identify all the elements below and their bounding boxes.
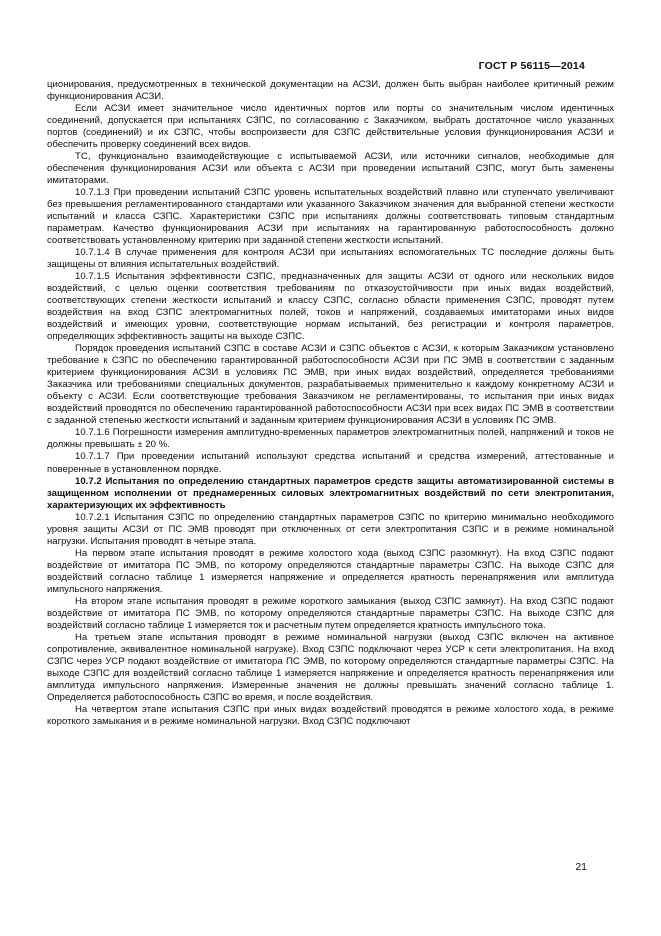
paragraph: 10.7.2.1 Испытания СЗПС по определению стандартных параметров СЗПС по критерию минимально необходимого уровня защиты АСЗИ от ПС ЭМВ проводят при отключенных от сети электропитания СЗПС и в режиме номинальной нагрузки. Испытания проводят в четыре этапа.	[47, 511, 614, 547]
paragraph: На третьем этапе испытания проводят в режиме номинальной нагрузки (выход СЗПС включен на активное сопротивление, эквивалентное номинальной нагрузке). Вход СЗПС подключают через УСР к сети электропитания. На вход СЗПС через УСР подают воздействие от имитатора ПС ЭМВ, по которому определяются стандартные параметры СЗПС. На выходе СЗПС для воздействий согласно таблице 1 измеряется напряжение и определяется кратность перенапряжения или амплитуда импульсного напряжения. Измеренные значения не должны превышать значений согласно таблице 1. Определяется работоспособность СЗПС во время, и после воздействия.	[47, 631, 614, 703]
paragraph: На втором этапе испытания проводят в режиме короткого замыкания (выход СЗПС замкнут). На вход СЗПС подают воздействие от имитатора ПС ЭМВ, по которому определяются стандартные параметры СЗПС. На выходе СЗПС для воздействий согласно таблице 1 измеряется ток и расчетным путем определяется кратность импульсного тока.	[47, 595, 614, 631]
paragraph: 10.7.1.4 В случае применения для контроля АСЗИ при испытаниях вспомогательных ТС последние должны быть защищены от влияния испытательных воздействий.	[47, 247, 614, 271]
paragraph: ционирования, предусмотренных в технической документации на АСЗИ, должен быть выбран наиболее критичный режим функционирования АСЗИ.	[47, 79, 614, 103]
paragraph: 10.7.1.5 Испытания эффективности СЗПС, предназначенных для защиты АСЗИ от одного или нескольких видов воздействий, с целью оценки соответствия требованиям по отказоустойчивости при иных видах воздействий, соответствующих степени жесткости испытаний и классу СЗПС, согласно области применения СЗПС, проводят путем воздействия на вход СЗПС электромагнитных полей, токов и напряжений, создаваемых имитаторами иных видов воздействий и имеющих уровни, соответствующие нормам испытаний, без регистрации и контроля параметров, определяющих эффективность защиты на выходе СЗПС.	[47, 271, 614, 343]
paragraph: ТС, функционально взаимодействующие с испытываемой АСЗИ, или источники сигналов, необходимые для обеспечения функционирования АСЗИ или объекта с АСЗИ при проведении испытаний СЗПС, могут быть заменены имитаторами.	[47, 151, 614, 187]
paragraph: Если АСЗИ имеет значительное число идентичных портов или порты со значительным числом идентичных соединений, допускается при испытаниях СЗПС, по согласованию с Заказчиком, выбрать достаточное число указанных портов (соединений) и их СЗПС, чтобы воспроизвести для СЗПС действительные условия функционирования АСЗИ и обеспечить проверку соединений всех видов.	[47, 103, 614, 151]
paragraph: Порядок проведения испытаний СЗПС в составе АСЗИ и СЗПС объектов с АСЗИ, к которым Заказчиком установлено требование к СЗПС по обеспечению гарантированной работоспособности АСЗИ при ПС ЭМВ в соответствии с заданным критерием функционирования АСЗИ в условиях ПС ЭМВ, при иных видах воздействий, определяется требованиями Заказчика или требованиями специальных документов, разрабатываемых применительно к каждому конкретному АСЗИ и объекту с АСЗИ. Если соответствующие требования Заказчиком не регламентированы, то испытания при иных видах воздействий проводятся по обеспечению гарантированной работоспособности АСЗИ при всех видах ПС ЭМВ в соответствии с заданной степенью жесткости испытаний и заданным критерием функционирования АСЗИ в условиях ПС ЭМВ.	[47, 343, 614, 427]
section-heading: 10.7.2 Испытания по определению стандартных параметров средств защиты автоматизированной системы в защищенном исполнении от преднамеренных силовых электромагнитных воздействий по сети электропитания, характеризующих их эффективность	[47, 475, 614, 511]
paragraph: 10.7.1.7 При проведении испытаний используют средства испытаний и средства измерений, аттестованные и поверенные в установленном порядке.	[47, 451, 614, 475]
paragraph: 10.7.1.6 Погрешности измерения амплитудно-временных параметров электромагнитных полей, напряжений и токов не должны превышать ± 20 %.	[47, 427, 614, 451]
paragraph: 10.7.1.3 При проведении испытаний СЗПС уровень испытательных воздействий плавно или ступенчато увеличивают без превышения регламентированного стандартами или указанного Заказчиком значения для выбранной степени жесткости испытаний и класса СЗПС. Характеристики СЗПС при испытаниях должны соответствовать типовым стандартным параметрам. Качество функционирования АСЗИ при испытаниях на гарантированную работоспособность должно соответствовать установленному критерию при заданной степени жесткости испытаний.	[47, 187, 614, 247]
paragraph: На первом этапе испытания проводят в режиме холостого хода (выход СЗПС разомкнут). На вход СЗПС подают воздействие от имитатора ПС ЭМВ, по которому определяются стандартные параметры СЗПС. На выходе СЗПС для воздействий согласно таблице 1 измеряется напряжение и определяется кратность перенапряжения или амплитуда импульсного напряжения.	[47, 547, 614, 595]
document-body	[47, 79, 614, 728]
paragraph: На четвертом этапе испытания СЗПС при иных видах воздействий проводятся в режиме холостого хода, в режиме короткого замыкания и в режиме номинальной нагрузки. Вход СЗПС подключают	[47, 703, 614, 727]
document-header: ГОСТ Р 56115—2014	[478, 60, 585, 72]
page-number: 21	[575, 861, 587, 873]
